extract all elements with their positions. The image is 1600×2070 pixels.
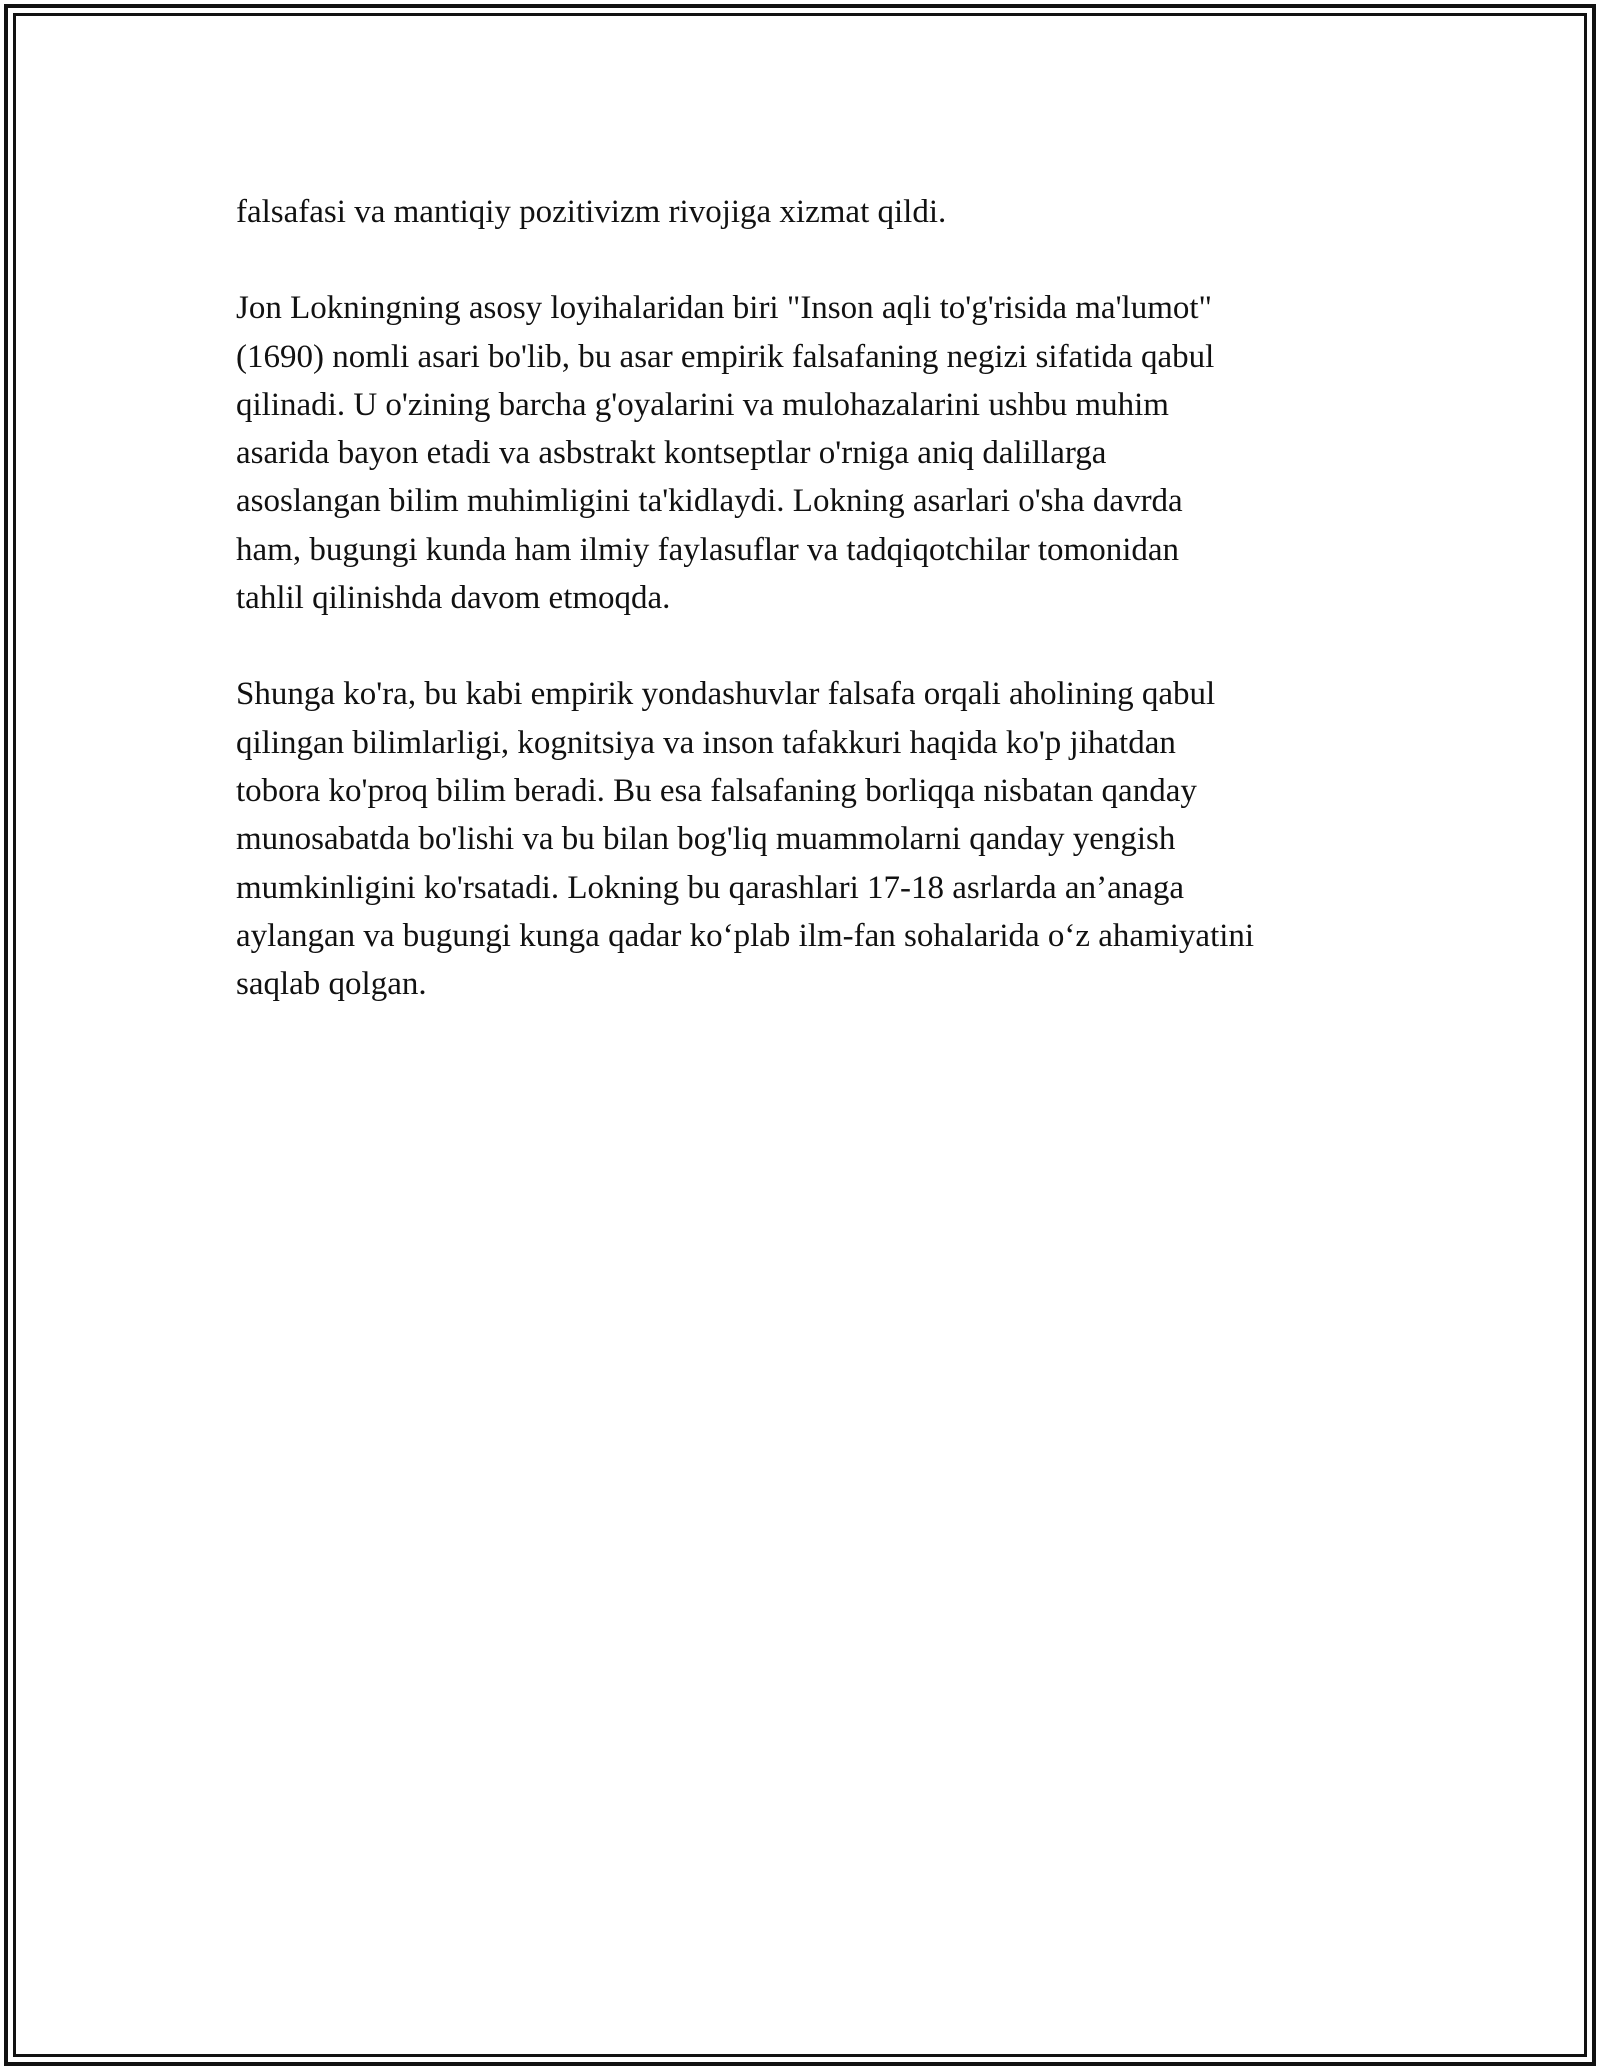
text-line: aylangan va bugungi kunga qadar ko‘plab ilm-fan sohalarida o‘z ahamiyatini <box>236 917 1255 954</box>
paragraph-1 <box>236 188 1386 236</box>
text-line: qilingan bilimlarligi, kognitsiya va inson tafakkuri haqida ko'p jihatdan <box>236 724 1176 761</box>
text-line: falsafasi va mantiqiy pozitivizm rivojiga xizmat qildi. <box>236 194 947 230</box>
text-line: asarida bayon etadi va asbstrakt kontseptlar o'rniga aniq dalillarga <box>236 435 1107 472</box>
text-line: mumkinligini ko'rsatadi. Lokning bu qarashlari 17-18 asrlarda an’anaga <box>236 869 1185 906</box>
text-line: Jon Lokningning asosy loyihalaridan biri "Inson aqli to'g'risida ma'lumot" <box>236 290 1212 327</box>
text-line: munosabatda bo'lishi va bu bilan bog'liq muammolarni qanday yengish <box>236 821 1176 858</box>
text-line: ham, bugungi kunda ham ilmiy faylasuflar va tadqiqotchilar tomonidan <box>236 531 1180 568</box>
text-line: saqlab qolgan. <box>236 966 427 1003</box>
text-line: (1690) nomli asari bo'lib, bu asar empirik falsafaning negizi sifatida qabul <box>236 338 1215 375</box>
text-line: qilinadi. U o'zining barcha g'oyalarini va mulohazalarini ushbu muhim <box>236 386 1169 423</box>
text-line: Shunga ko'ra, bu kabi empirik yondashuvlar falsafa orqali aholining qabul <box>236 676 1216 713</box>
text-line: asoslangan bilim muhimligini ta'kidlaydi. Lokning asarlari o'sha davrda <box>236 483 1183 520</box>
paragraph-2 <box>236 284 1386 622</box>
text-line: tahlil qilinishda davom etmoqda. <box>236 580 671 617</box>
paragraph-3 <box>236 670 1386 1008</box>
document-body <box>236 188 1386 1056</box>
text-line: tobora ko'proq bilim beradi. Bu esa falsafaning borliqqa nisbatan qanday <box>236 772 1197 809</box>
